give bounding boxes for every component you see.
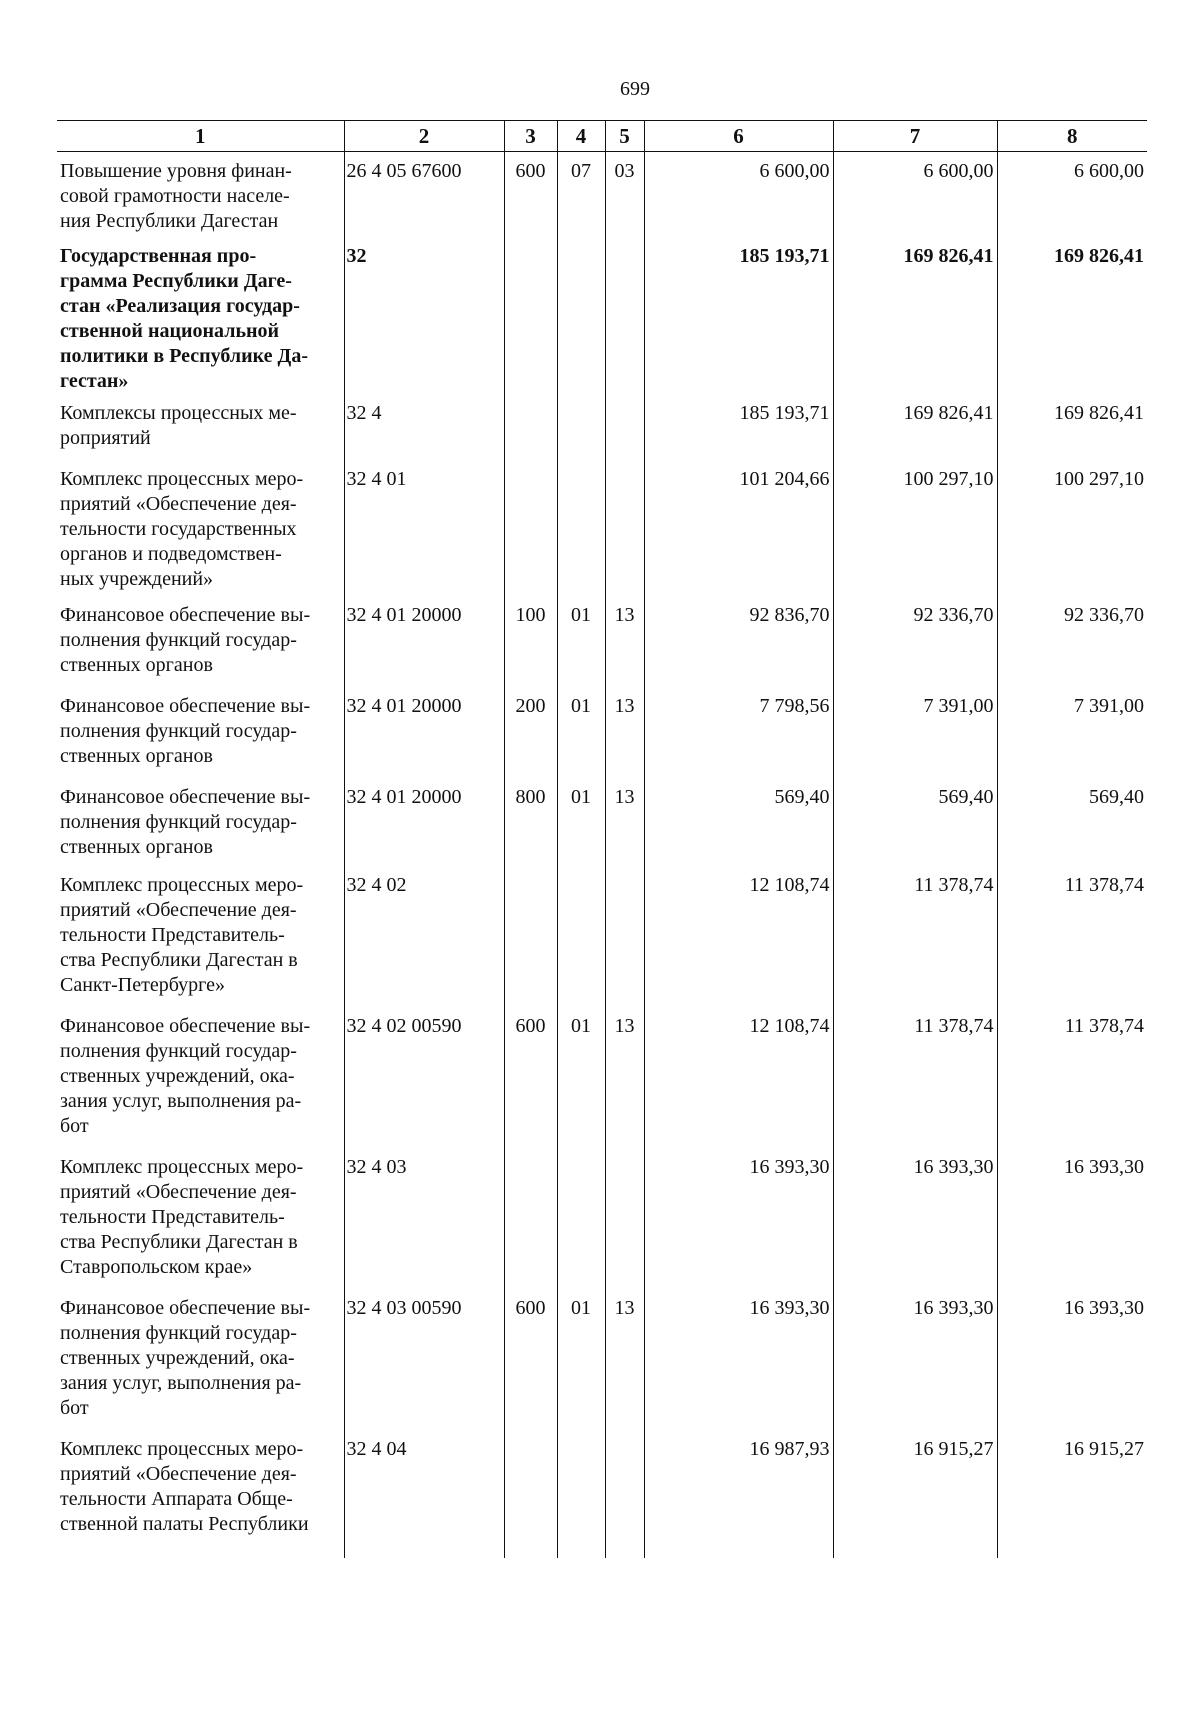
table-row [57,778,1147,866]
row-col5-cell [605,866,644,1007]
row-name-cell: Комплекс процессных меро- приятий «Обеспечение дея- тельности государственных органов и подведомствен- ных учреждений» [60,467,304,590]
row-col4-cell: 01 [557,687,605,778]
row-code-cell: 32 4 01 [344,460,504,596]
row-col3-cell [504,1430,557,1558]
row-col5-cell [605,237,644,394]
row-col8-value: 7 391,00 [997,687,1147,778]
row-code-cell: 32 4 01 20000 [344,596,504,687]
row-col5-cell [605,1148,644,1289]
row-col6-value: 16 393,30 [644,1289,833,1430]
row-col3-cell: 600 [504,1007,557,1148]
table-row [57,237,1147,394]
row-col3-cell [504,237,557,394]
row-col5-cell [605,1430,644,1558]
column-header: 8 [997,121,1147,152]
row-code-cell: 32 4 01 20000 [344,778,504,866]
row-col6-value: 101 204,66 [644,460,833,596]
row-col6-value: 6 600,00 [644,152,833,237]
row-col6-value: 185 193,71 [644,237,833,394]
row-col7-value: 16 915,27 [833,1430,997,1558]
row-col6-value: 185 193,71 [644,394,833,460]
row-col8-value: 100 297,10 [997,460,1147,596]
row-col7-value: 169 826,41 [833,394,997,460]
row-col4-cell [557,1430,605,1558]
row-col3-cell [504,866,557,1007]
row-col3-cell [504,1148,557,1289]
column-header: 1 [57,121,344,152]
row-col7-value: 6 600,00 [833,152,997,237]
row-col5-cell [605,394,644,460]
row-code-cell: 32 [344,237,504,394]
row-col7-value: 169 826,41 [833,237,997,394]
row-col7-value: 100 297,10 [833,460,997,596]
row-col5-cell: 13 [605,596,644,687]
row-col4-cell [557,1148,605,1289]
row-code-cell: 32 4 03 [344,1148,504,1289]
column-header: 4 [557,121,605,152]
page-number: 699 [620,78,650,100]
table-row [57,687,1147,778]
row-code-cell: 32 4 01 20000 [344,687,504,778]
row-name-cell: Государственная про- грамма Республики Даге- стан «Реализация государ- ственной национальной политики в Республике Да- гестан» [60,244,308,392]
row-code-cell: 32 4 02 00590 [344,1007,504,1148]
row-col8-value: 16 393,30 [997,1148,1147,1289]
row-name-cell: Финансовое обеспечение вы- полнения функций государ- ственных органов [60,603,311,676]
row-col7-value: 16 393,30 [833,1148,997,1289]
table-row [57,1007,1147,1148]
row-col8-value: 6 600,00 [997,152,1147,237]
row-col4-cell: 01 [557,1289,605,1430]
row-col8-value: 569,40 [997,778,1147,866]
column-header: 7 [833,121,997,152]
row-col4-cell: 07 [557,152,605,237]
column-header: 6 [644,121,833,152]
column-header: 3 [504,121,557,152]
row-col4-cell: 01 [557,596,605,687]
row-name-cell: Финансовое обеспечение вы- полнения функций государ- ственных органов [60,785,311,858]
row-name-cell: Комплекс процессных меро- приятий «Обеспечение дея- тельности Представитель- ства Республики Дагестан в Ставропольском крае» [60,1155,304,1278]
table-row [57,1430,1147,1558]
row-col5-cell: 13 [605,1289,644,1430]
row-col3-cell: 200 [504,687,557,778]
row-code-cell: 32 4 04 [344,1430,504,1558]
row-name-cell: Финансовое обеспечение вы- полнения функций государ- ственных учреждений, ока- зания услуг, выполнения ра- бот [60,1014,311,1137]
row-col7-value: 16 393,30 [833,1289,997,1430]
row-col6-value: 12 108,74 [644,1007,833,1148]
row-code-cell: 32 4 03 00590 [344,1289,504,1430]
row-col4-cell: 01 [557,778,605,866]
row-col7-value: 7 391,00 [833,687,997,778]
row-col8-value: 169 826,41 [997,394,1147,460]
row-col5-cell: 13 [605,1007,644,1148]
row-col8-value: 169 826,41 [997,237,1147,394]
table-row [57,460,1147,596]
row-col7-value: 11 378,74 [833,1007,997,1148]
row-col4-cell [557,460,605,596]
row-code-cell: 32 4 [344,394,504,460]
table-row [57,866,1147,1007]
row-col6-value: 12 108,74 [644,866,833,1007]
row-name-cell: Финансовое обеспечение вы- полнения функций государ- ственных учреждений, ока- зания услуг, выполнения ра- бот [60,1296,311,1419]
row-col5-cell: 13 [605,778,644,866]
row-col8-value: 16 393,30 [997,1289,1147,1430]
table-body [57,152,1147,1558]
row-col6-value: 569,40 [644,778,833,866]
row-name-cell: Финансовое обеспечение вы- полнения функций государ- ственных органов [60,694,311,767]
row-col3-cell: 600 [504,1289,557,1430]
row-col7-value: 11 378,74 [833,866,997,1007]
budget-table [57,120,1147,1558]
column-header: 5 [605,121,644,152]
row-col4-cell [557,237,605,394]
row-code-cell: 32 4 02 [344,866,504,1007]
row-col3-cell: 800 [504,778,557,866]
row-col8-value: 92 336,70 [997,596,1147,687]
row-col3-cell [504,460,557,596]
row-col3-cell: 600 [504,152,557,237]
table-row [57,1148,1147,1289]
column-header: 2 [344,121,504,152]
row-col7-value: 92 336,70 [833,596,997,687]
row-col8-value: 16 915,27 [997,1430,1147,1558]
table-row [57,394,1147,460]
row-col5-cell [605,460,644,596]
row-name-cell: Комплекс процессных меро- приятий «Обеспечение дея- тельности Представитель- ства Республики Дагестан в Санкт-Петербурге» [60,873,304,996]
row-col4-cell: 01 [557,1007,605,1148]
row-col6-value: 16 987,93 [644,1430,833,1558]
row-name-cell: Повышение уровня финан- совой грамотности населе- ния Республики Дагестан [60,160,292,232]
row-col5-cell: 13 [605,687,644,778]
row-col8-value: 11 378,74 [997,866,1147,1007]
table-row [57,152,1147,237]
row-name-cell: Комплекс процессных меро- приятий «Обеспечение дея- тельности Аппарата Обще- ственной палаты Республики [60,1437,309,1535]
row-name-cell: Комплексы процессных ме- роприятий [60,401,297,449]
row-col7-value: 569,40 [833,778,997,866]
row-col5-cell: 03 [605,152,644,237]
row-col6-value: 16 393,30 [644,1148,833,1289]
table-row [57,596,1147,687]
row-col6-value: 92 836,70 [644,596,833,687]
row-col4-cell [557,394,605,460]
budget-table-container [57,120,1147,1670]
row-col6-value: 7 798,56 [644,687,833,778]
row-col3-cell: 100 [504,596,557,687]
row-col3-cell [504,394,557,460]
row-col4-cell [557,866,605,1007]
table-header-row [57,121,1147,152]
row-code-cell: 26 4 05 67600 [344,152,504,237]
table-row [57,1289,1147,1430]
row-col8-value: 11 378,74 [997,1007,1147,1148]
